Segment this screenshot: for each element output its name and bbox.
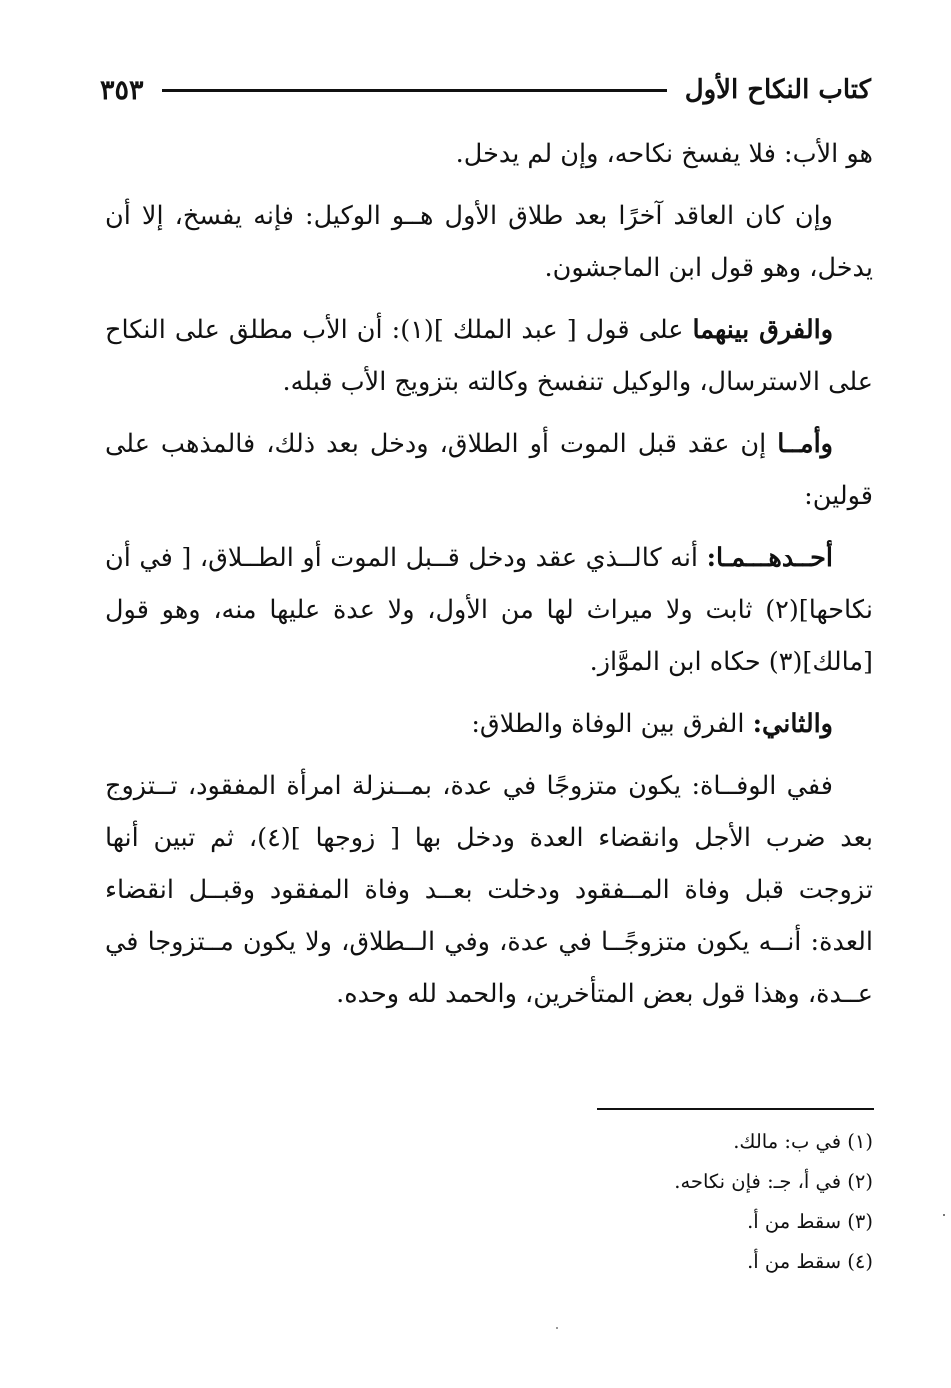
paragraph-text: وإن كان العاقد آخرًا بعد طلاق الأول هــو الوكيل: فإنه يفسخ، إلا أن يدخل، وهو قول ابن الماجشون. — [105, 201, 873, 283]
footnotes — [473, 1122, 873, 1282]
footnote: (٢) في أ، جـ: فإن نكاحه. — [674, 1170, 873, 1193]
paragraph — [105, 532, 873, 688]
paragraph — [105, 760, 873, 1020]
paragraph-lead: والفرق بينهما — [692, 315, 834, 345]
paragraph-lead: والثاني: — [752, 709, 833, 739]
paragraph-text: هو الأب: فلا يفسخ نكاحه، وإن لم يدخل. — [455, 139, 873, 169]
paragraph-lead: أحــدهـــمـا: — [706, 543, 833, 573]
paragraph — [105, 418, 873, 522]
footnote-separator — [597, 1108, 874, 1110]
header-rule — [162, 89, 667, 92]
main-text — [105, 128, 873, 1030]
scan-speck — [943, 1214, 945, 1216]
page-number: ٣٥٣ — [100, 74, 144, 106]
chapter-title: كتاب النكاح الأول — [684, 75, 871, 105]
paragraph-text: الفرق بين الوفاة والطلاق: — [471, 709, 753, 739]
paragraph-text: ففي الوفــاة: يكون متزوجًا في عدة، بمــنزلة امرأة المفقود، تــتزوج بعد ضرب الأجل وانقضاء العدة ودخل بها [ زوجها ](٤)، ثم تبين أنها تزوجت قبل وفاة المــفقود ودخلت بعــد وفاة المفقود وقبــل انقضاء العدة: أنــه يكون متزوجًــا في عدة، وفي الــطلاق، ولا يكون مــتزوجا في عــدة، وهذا قول بعض المتأخرين، والحمد لله وحده. — [105, 771, 874, 1009]
running-header — [100, 70, 871, 110]
footnote: (٣) سقط من أ. — [747, 1210, 873, 1233]
paragraph-text: أنه كالــذي عقد ودخل قــبل الموت أو الطــلاق، [ في أن نكاحها](٢) ثابت ولا ميراث لها من الأول، ولا عدة عليها منه، وهو قول [مالك](٣) حكاه ابن الموَّاز. — [105, 543, 873, 677]
paragraph-text: على قول [ عبد الملك ](١): أن الأب مطلق على النكاح على الاسترسال، والوكيل تنفسخ وكالته بتزويج الأب قبله. — [105, 315, 873, 397]
footnote: (٤) سقط من أ. — [747, 1250, 873, 1273]
paragraph — [105, 304, 873, 408]
paragraph-lead: وأمــا — [777, 429, 833, 459]
paragraph — [105, 128, 873, 180]
scan-speck — [556, 1327, 558, 1329]
paragraph-text: إن عقد قبل الموت أو الطلاق، ودخل بعد ذلك، فالمذهب على قولين: — [105, 429, 873, 511]
paragraph — [105, 698, 873, 750]
footnote: (١) في ب: مالك. — [733, 1130, 873, 1153]
paragraph — [105, 190, 873, 294]
